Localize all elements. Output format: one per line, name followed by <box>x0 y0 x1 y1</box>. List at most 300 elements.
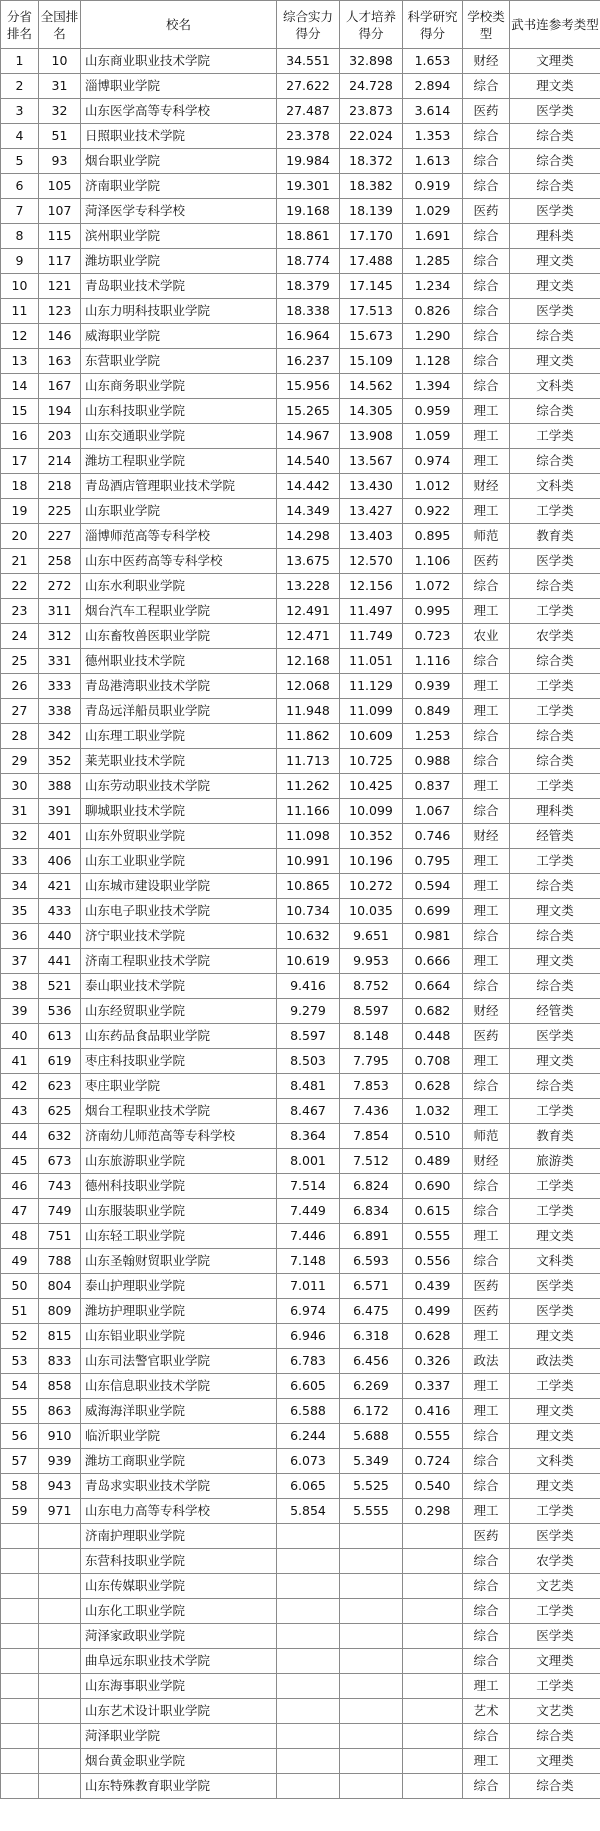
province-rank-cell: 11 <box>1 299 39 324</box>
school-type-cell: 综合 <box>463 324 510 349</box>
school-name-cell: 青岛远洋船员职业学院 <box>81 699 277 724</box>
talent-score-cell: 7.436 <box>340 1099 403 1124</box>
school-name-cell: 山东化工职业学院 <box>81 1599 277 1624</box>
research-score-cell: 1.032 <box>403 1099 463 1124</box>
province-rank-cell: 43 <box>1 1099 39 1124</box>
table-row <box>1 1124 600 1149</box>
research-score-cell: 0.337 <box>403 1374 463 1399</box>
talent-score-cell: 13.908 <box>340 424 403 449</box>
reference-type-cell: 综合类 <box>510 1774 600 1799</box>
talent-score-cell: 6.571 <box>340 1274 403 1299</box>
reference-type-cell: 综合类 <box>510 724 600 749</box>
province-rank-cell <box>1 1524 39 1549</box>
reference-type-cell: 综合类 <box>510 149 600 174</box>
school-type-cell: 医药 <box>463 1299 510 1324</box>
school-type-cell: 理工 <box>463 1399 510 1424</box>
talent-score-cell: 13.567 <box>340 449 403 474</box>
province-rank-cell: 29 <box>1 749 39 774</box>
table-row <box>1 74 600 99</box>
reference-type-cell: 农学类 <box>510 1549 600 1574</box>
national-rank-cell: 421 <box>39 874 81 899</box>
national-rank-cell: 391 <box>39 799 81 824</box>
province-rank-cell: 58 <box>1 1474 39 1499</box>
school-name-cell: 烟台黄金职业学院 <box>81 1749 277 1774</box>
table-row <box>1 799 600 824</box>
overall-score-cell: 11.098 <box>277 824 340 849</box>
research-score-cell: 0.826 <box>403 299 463 324</box>
reference-type-cell: 综合类 <box>510 399 600 424</box>
reference-type-cell: 工学类 <box>510 1199 600 1224</box>
talent-score-cell: 10.099 <box>340 799 403 824</box>
school-name-cell: 山东服装职业学院 <box>81 1199 277 1224</box>
school-type-cell: 综合 <box>463 74 510 99</box>
overall-score-cell: 19.168 <box>277 199 340 224</box>
school-type-cell: 综合 <box>463 724 510 749</box>
province-rank-cell: 7 <box>1 199 39 224</box>
talent-score-cell: 5.555 <box>340 1499 403 1524</box>
school-type-cell: 综合 <box>463 374 510 399</box>
national-rank-cell: 338 <box>39 699 81 724</box>
province-rank-cell: 42 <box>1 1074 39 1099</box>
reference-type-cell: 理科类 <box>510 799 600 824</box>
research-score-cell <box>403 1524 463 1549</box>
national-rank-cell: 31 <box>39 74 81 99</box>
national-rank-cell <box>39 1674 81 1699</box>
province-rank-cell: 15 <box>1 399 39 424</box>
talent-score-cell <box>340 1649 403 1674</box>
table-row <box>1 424 600 449</box>
reference-type-cell: 工学类 <box>510 424 600 449</box>
table-row <box>1 1174 600 1199</box>
header-research-score: 科学研究得分 <box>403 1 463 49</box>
talent-score-cell <box>340 1724 403 1749</box>
national-rank-cell <box>39 1699 81 1724</box>
national-rank-cell: 833 <box>39 1349 81 1374</box>
overall-score-cell <box>277 1774 340 1799</box>
school-type-cell: 理工 <box>463 599 510 624</box>
talent-score-cell <box>340 1524 403 1549</box>
school-name-cell: 枣庄职业学院 <box>81 1074 277 1099</box>
province-rank-cell: 49 <box>1 1249 39 1274</box>
header-overall-score: 综合实力得分 <box>277 1 340 49</box>
national-rank-cell: 258 <box>39 549 81 574</box>
talent-score-cell: 22.024 <box>340 124 403 149</box>
talent-score-cell: 5.349 <box>340 1449 403 1474</box>
national-rank-cell: 863 <box>39 1399 81 1424</box>
overall-score-cell: 9.279 <box>277 999 340 1024</box>
research-score-cell: 0.556 <box>403 1249 463 1274</box>
table-row <box>1 1199 600 1224</box>
school-name-cell: 潍坊工商职业学院 <box>81 1449 277 1474</box>
overall-score-cell: 6.065 <box>277 1474 340 1499</box>
research-score-cell: 1.394 <box>403 374 463 399</box>
school-name-cell: 威海海洋职业学院 <box>81 1399 277 1424</box>
national-rank-cell: 105 <box>39 174 81 199</box>
school-name-cell: 山东特殊教育职业学院 <box>81 1774 277 1799</box>
school-type-cell: 理工 <box>463 674 510 699</box>
school-name-cell: 山东轻工职业学院 <box>81 1224 277 1249</box>
overall-score-cell: 6.073 <box>277 1449 340 1474</box>
overall-score-cell: 12.491 <box>277 599 340 624</box>
table-row <box>1 1599 600 1624</box>
school-name-cell: 菏泽职业学院 <box>81 1724 277 1749</box>
table-row <box>1 574 600 599</box>
talent-score-cell: 9.953 <box>340 949 403 974</box>
table-row <box>1 249 600 274</box>
talent-score-cell: 5.688 <box>340 1424 403 1449</box>
national-rank-cell: 613 <box>39 1024 81 1049</box>
reference-type-cell: 教育类 <box>510 1124 600 1149</box>
province-rank-cell: 8 <box>1 224 39 249</box>
research-score-cell: 0.628 <box>403 1074 463 1099</box>
national-rank-cell: 333 <box>39 674 81 699</box>
table-row <box>1 1099 600 1124</box>
national-rank-cell: 625 <box>39 1099 81 1124</box>
reference-type-cell: 理文类 <box>510 1049 600 1074</box>
national-rank-cell <box>39 1749 81 1774</box>
talent-score-cell: 14.562 <box>340 374 403 399</box>
research-score-cell: 0.988 <box>403 749 463 774</box>
national-rank-cell: 623 <box>39 1074 81 1099</box>
reference-type-cell: 工学类 <box>510 674 600 699</box>
national-rank-cell: 388 <box>39 774 81 799</box>
table-row <box>1 1224 600 1249</box>
overall-score-cell <box>277 1649 340 1674</box>
overall-score-cell: 11.862 <box>277 724 340 749</box>
national-rank-cell: 123 <box>39 299 81 324</box>
reference-type-cell: 理文类 <box>510 899 600 924</box>
province-rank-cell: 23 <box>1 599 39 624</box>
school-name-cell: 威海职业学院 <box>81 324 277 349</box>
school-name-cell: 山东电力高等专科学校 <box>81 1499 277 1524</box>
school-type-cell: 综合 <box>463 249 510 274</box>
school-name-cell: 曲阜远东职业技术学院 <box>81 1649 277 1674</box>
research-score-cell: 0.690 <box>403 1174 463 1199</box>
school-type-cell: 财经 <box>463 1149 510 1174</box>
national-rank-cell: 536 <box>39 999 81 1024</box>
reference-type-cell: 教育类 <box>510 524 600 549</box>
table-row <box>1 149 600 174</box>
research-score-cell: 0.416 <box>403 1399 463 1424</box>
school-type-cell: 综合 <box>463 799 510 824</box>
national-rank-cell: 227 <box>39 524 81 549</box>
overall-score-cell: 12.471 <box>277 624 340 649</box>
table-row <box>1 1074 600 1099</box>
talent-score-cell: 10.425 <box>340 774 403 799</box>
talent-score-cell: 23.873 <box>340 99 403 124</box>
table-row <box>1 49 600 74</box>
header-province-rank: 分省排名 <box>1 1 39 49</box>
overall-score-cell: 18.861 <box>277 224 340 249</box>
header-school-type: 学校类型 <box>463 1 510 49</box>
talent-score-cell: 15.109 <box>340 349 403 374</box>
school-name-cell: 山东商务职业学院 <box>81 374 277 399</box>
national-rank-cell: 93 <box>39 149 81 174</box>
school-type-cell: 综合 <box>463 299 510 324</box>
school-type-cell: 理工 <box>463 1749 510 1774</box>
province-rank-cell: 6 <box>1 174 39 199</box>
research-score-cell: 1.106 <box>403 549 463 574</box>
province-rank-cell: 27 <box>1 699 39 724</box>
header-reference-type: 武书连参考类型 <box>510 1 600 49</box>
table-row <box>1 449 600 474</box>
national-rank-cell: 788 <box>39 1249 81 1274</box>
research-score-cell <box>403 1624 463 1649</box>
national-rank-cell: 163 <box>39 349 81 374</box>
overall-score-cell: 8.597 <box>277 1024 340 1049</box>
school-name-cell: 山东商业职业技术学院 <box>81 49 277 74</box>
school-type-cell: 医药 <box>463 1524 510 1549</box>
reference-type-cell: 文理类 <box>510 1649 600 1674</box>
talent-score-cell: 15.673 <box>340 324 403 349</box>
overall-score-cell: 18.338 <box>277 299 340 324</box>
research-score-cell: 0.922 <box>403 499 463 524</box>
reference-type-cell: 综合类 <box>510 1074 600 1099</box>
table-row <box>1 1624 600 1649</box>
talent-score-cell: 6.593 <box>340 1249 403 1274</box>
school-name-cell: 山东劳动职业技术学院 <box>81 774 277 799</box>
research-score-cell: 0.939 <box>403 674 463 699</box>
overall-score-cell: 23.378 <box>277 124 340 149</box>
overall-score-cell <box>277 1674 340 1699</box>
research-score-cell: 0.746 <box>403 824 463 849</box>
table-row <box>1 1299 600 1324</box>
national-rank-cell: 910 <box>39 1424 81 1449</box>
overall-score-cell: 15.265 <box>277 399 340 424</box>
overall-score-cell: 8.503 <box>277 1049 340 1074</box>
talent-score-cell: 6.172 <box>340 1399 403 1424</box>
school-type-cell: 综合 <box>463 1249 510 1274</box>
school-type-cell: 综合 <box>463 574 510 599</box>
overall-score-cell <box>277 1549 340 1574</box>
table-row <box>1 1674 600 1699</box>
school-name-cell: 烟台工程职业技术学院 <box>81 1099 277 1124</box>
school-type-cell: 医药 <box>463 199 510 224</box>
table-row <box>1 1449 600 1474</box>
research-score-cell: 0.919 <box>403 174 463 199</box>
reference-type-cell: 工学类 <box>510 1099 600 1124</box>
school-type-cell: 综合 <box>463 1424 510 1449</box>
research-score-cell: 0.510 <box>403 1124 463 1149</box>
overall-score-cell: 13.228 <box>277 574 340 599</box>
talent-score-cell: 9.651 <box>340 924 403 949</box>
talent-score-cell: 18.372 <box>340 149 403 174</box>
school-type-cell: 理工 <box>463 499 510 524</box>
overall-score-cell: 13.675 <box>277 549 340 574</box>
school-name-cell: 山东圣翰财贸职业学院 <box>81 1249 277 1274</box>
overall-score-cell: 14.349 <box>277 499 340 524</box>
talent-score-cell: 11.497 <box>340 599 403 624</box>
reference-type-cell: 工学类 <box>510 1174 600 1199</box>
research-score-cell <box>403 1699 463 1724</box>
school-type-cell: 财经 <box>463 474 510 499</box>
research-score-cell: 0.540 <box>403 1474 463 1499</box>
reference-type-cell: 文艺类 <box>510 1574 600 1599</box>
research-score-cell: 0.628 <box>403 1324 463 1349</box>
national-rank-cell: 272 <box>39 574 81 599</box>
overall-score-cell <box>277 1699 340 1724</box>
reference-type-cell: 理文类 <box>510 1474 600 1499</box>
overall-score-cell: 9.416 <box>277 974 340 999</box>
overall-score-cell: 7.514 <box>277 1174 340 1199</box>
overall-score-cell <box>277 1574 340 1599</box>
school-type-cell: 综合 <box>463 349 510 374</box>
reference-type-cell: 农学类 <box>510 624 600 649</box>
talent-score-cell: 6.456 <box>340 1349 403 1374</box>
school-name-cell: 德州职业技术学院 <box>81 649 277 674</box>
school-type-cell: 综合 <box>463 1474 510 1499</box>
school-type-cell: 政法 <box>463 1349 510 1374</box>
national-rank-cell: 107 <box>39 199 81 224</box>
school-name-cell: 山东科技职业学院 <box>81 399 277 424</box>
school-name-cell: 烟台汽车工程职业学院 <box>81 599 277 624</box>
national-rank-cell: 51 <box>39 124 81 149</box>
research-score-cell: 0.666 <box>403 949 463 974</box>
school-name-cell: 山东艺术设计职业学院 <box>81 1699 277 1724</box>
talent-score-cell: 11.099 <box>340 699 403 724</box>
talent-score-cell: 18.139 <box>340 199 403 224</box>
research-score-cell: 3.614 <box>403 99 463 124</box>
reference-type-cell: 工学类 <box>510 1599 600 1624</box>
national-rank-cell: 433 <box>39 899 81 924</box>
overall-score-cell: 19.984 <box>277 149 340 174</box>
research-score-cell: 0.326 <box>403 1349 463 1374</box>
national-rank-cell: 115 <box>39 224 81 249</box>
reference-type-cell: 文科类 <box>510 1449 600 1474</box>
school-name-cell: 烟台职业学院 <box>81 149 277 174</box>
school-name-cell: 山东医学高等专科学校 <box>81 99 277 124</box>
province-rank-cell: 14 <box>1 374 39 399</box>
province-rank-cell: 37 <box>1 949 39 974</box>
province-rank-cell: 59 <box>1 1499 39 1524</box>
table-row <box>1 874 600 899</box>
reference-type-cell: 文科类 <box>510 374 600 399</box>
school-name-cell: 济南幼儿师范高等专科学校 <box>81 1124 277 1149</box>
overall-score-cell <box>277 1599 340 1624</box>
reference-type-cell: 医学类 <box>510 1274 600 1299</box>
province-rank-cell: 4 <box>1 124 39 149</box>
talent-score-cell: 7.512 <box>340 1149 403 1174</box>
table-row <box>1 374 600 399</box>
province-rank-cell: 9 <box>1 249 39 274</box>
talent-score-cell <box>340 1749 403 1774</box>
province-rank-cell <box>1 1574 39 1599</box>
table-row <box>1 699 600 724</box>
school-name-cell: 山东铝业职业学院 <box>81 1324 277 1349</box>
overall-score-cell <box>277 1524 340 1549</box>
reference-type-cell: 理文类 <box>510 1324 600 1349</box>
talent-score-cell: 10.035 <box>340 899 403 924</box>
national-rank-cell: 167 <box>39 374 81 399</box>
reference-type-cell: 理文类 <box>510 1399 600 1424</box>
research-score-cell: 0.981 <box>403 924 463 949</box>
overall-score-cell: 8.481 <box>277 1074 340 1099</box>
province-rank-cell: 10 <box>1 274 39 299</box>
overall-score-cell: 14.298 <box>277 524 340 549</box>
national-rank-cell: 804 <box>39 1274 81 1299</box>
school-name-cell: 山东外贸职业学院 <box>81 824 277 849</box>
reference-type-cell: 文科类 <box>510 1249 600 1274</box>
province-rank-cell: 48 <box>1 1224 39 1249</box>
talent-score-cell: 32.898 <box>340 49 403 74</box>
school-type-cell: 理工 <box>463 1099 510 1124</box>
research-score-cell: 0.594 <box>403 874 463 899</box>
talent-score-cell: 10.272 <box>340 874 403 899</box>
national-rank-cell: 401 <box>39 824 81 849</box>
province-rank-cell: 50 <box>1 1274 39 1299</box>
research-score-cell <box>403 1574 463 1599</box>
national-rank-cell <box>39 1574 81 1599</box>
header-national-rank: 全国排名 <box>39 1 81 49</box>
table-row <box>1 549 600 574</box>
table-row <box>1 1699 600 1724</box>
school-type-cell: 医药 <box>463 1274 510 1299</box>
reference-type-cell: 理文类 <box>510 1224 600 1249</box>
school-type-cell: 综合 <box>463 749 510 774</box>
table-row <box>1 849 600 874</box>
school-type-cell: 理工 <box>463 1674 510 1699</box>
province-rank-cell: 41 <box>1 1049 39 1074</box>
talent-score-cell: 6.318 <box>340 1324 403 1349</box>
table-row <box>1 1274 600 1299</box>
header-school-name: 校名 <box>81 1 277 49</box>
school-name-cell: 潍坊工程职业学院 <box>81 449 277 474</box>
national-rank-cell <box>39 1649 81 1674</box>
overall-score-cell: 10.632 <box>277 924 340 949</box>
table-row <box>1 324 600 349</box>
research-score-cell: 1.029 <box>403 199 463 224</box>
national-rank-cell: 939 <box>39 1449 81 1474</box>
table-row <box>1 999 600 1024</box>
talent-score-cell: 8.148 <box>340 1024 403 1049</box>
national-rank-cell: 117 <box>39 249 81 274</box>
school-type-cell: 理工 <box>463 774 510 799</box>
research-score-cell: 1.116 <box>403 649 463 674</box>
talent-score-cell: 24.728 <box>340 74 403 99</box>
national-rank-cell: 858 <box>39 1374 81 1399</box>
province-rank-cell: 3 <box>1 99 39 124</box>
province-rank-cell: 26 <box>1 674 39 699</box>
talent-score-cell: 6.475 <box>340 1299 403 1324</box>
research-score-cell: 0.489 <box>403 1149 463 1174</box>
reference-type-cell: 工学类 <box>510 774 600 799</box>
talent-score-cell: 13.430 <box>340 474 403 499</box>
school-name-cell: 山东理工职业学院 <box>81 724 277 749</box>
province-rank-cell <box>1 1599 39 1624</box>
talent-score-cell: 8.752 <box>340 974 403 999</box>
research-score-cell: 0.795 <box>403 849 463 874</box>
research-score-cell: 0.615 <box>403 1199 463 1224</box>
province-rank-cell: 18 <box>1 474 39 499</box>
school-name-cell: 山东交通职业学院 <box>81 424 277 449</box>
school-type-cell: 综合 <box>463 224 510 249</box>
school-name-cell: 淄博职业学院 <box>81 74 277 99</box>
school-type-cell: 综合 <box>463 1649 510 1674</box>
research-score-cell: 1.072 <box>403 574 463 599</box>
reference-type-cell: 理文类 <box>510 1424 600 1449</box>
research-score-cell: 1.290 <box>403 324 463 349</box>
national-rank-cell: 619 <box>39 1049 81 1074</box>
reference-type-cell: 旅游类 <box>510 1149 600 1174</box>
province-rank-cell: 13 <box>1 349 39 374</box>
research-score-cell <box>403 1549 463 1574</box>
school-name-cell: 聊城职业技术学院 <box>81 799 277 824</box>
overall-score-cell: 10.865 <box>277 874 340 899</box>
national-rank-cell: 815 <box>39 1324 81 1349</box>
school-name-cell: 青岛求实职业技术学院 <box>81 1474 277 1499</box>
school-name-cell: 山东传媒职业学院 <box>81 1574 277 1599</box>
school-type-cell: 理工 <box>463 1374 510 1399</box>
